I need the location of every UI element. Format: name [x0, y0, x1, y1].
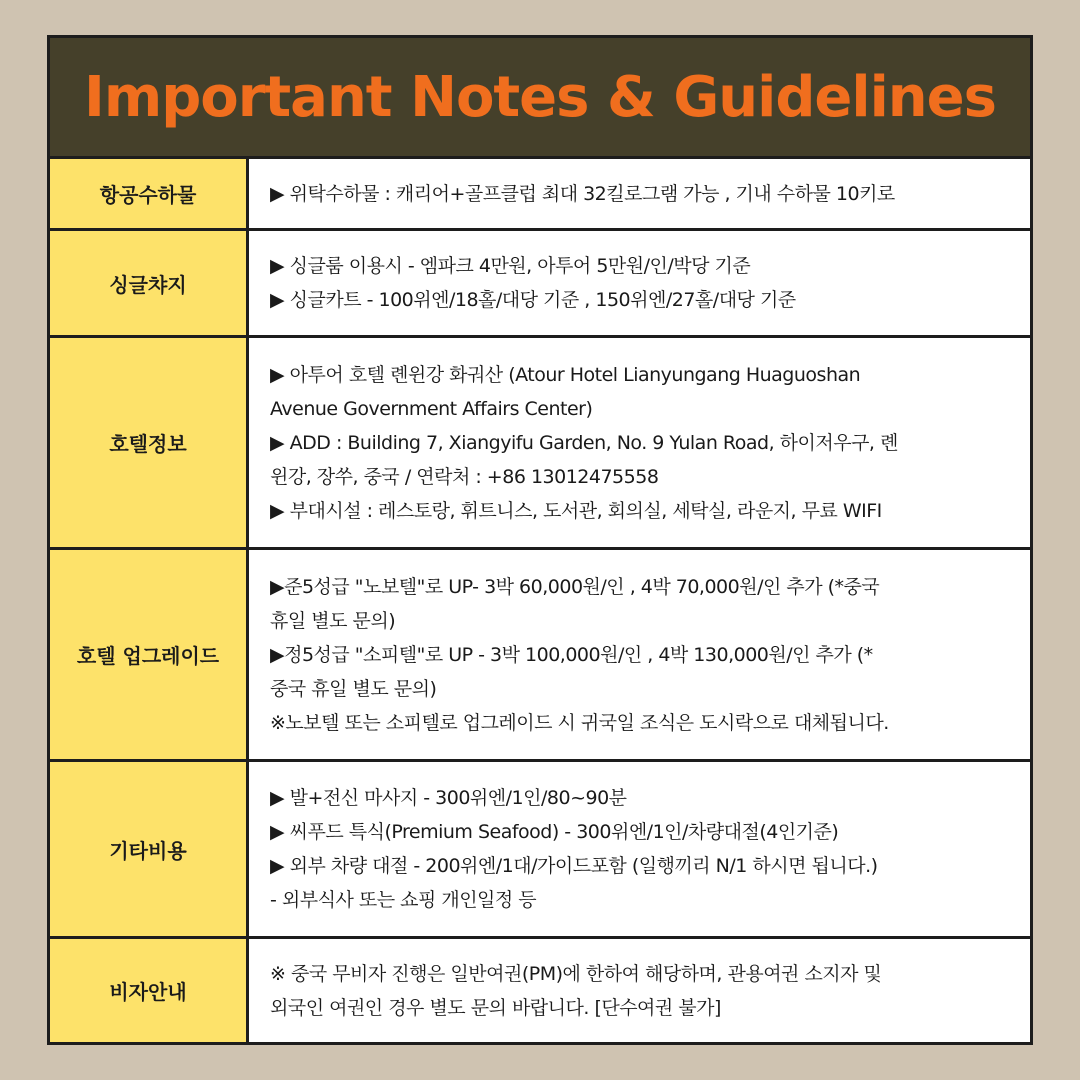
notes-table	[47, 35, 1033, 1045]
row-hotel-info	[50, 338, 1030, 550]
content-line: ▶ 부대시설 : 레스토랑, 휘트니스, 도서관, 회의실, 세탁실, 라운지, 무료 WIFI	[270, 499, 882, 522]
content-line: ▶준5성급 "노보텔"로 UP- 3박 60,000원/인 , 4박 70,000원/인 추가 (*중국	[270, 575, 880, 598]
content-line: ▶ 싱글카트 - 100위엔/18홀/대당 기준 , 150위엔/27홀/대당 기준	[270, 289, 796, 311]
row-label: 비자안내	[50, 939, 249, 1042]
content-line: ※노보텔 또는 소피텔로 업그레이드 시 귀국일 조식은 도시락으로 대체됩니다.	[270, 711, 889, 734]
row-content	[249, 762, 1030, 936]
row-hotel-upgrade	[50, 550, 1030, 762]
row-label: 호텔정보	[50, 338, 249, 547]
content-line: ▶ 외부 차량 대절 - 200위엔/1대/가이드포함 (일행끼리 N/1 하시면 됩니다.)	[270, 855, 878, 877]
content-line: Avenue Government Affairs Center)	[270, 397, 593, 420]
content-line: - 외부식사 또는 쇼핑 개인일정 등	[270, 889, 537, 911]
content-line: ※ 중국 무비자 진행은 일반여권(PM)에 한하여 해당하며, 관용여권 소지자 및	[270, 962, 882, 985]
content-line: ▶ ADD : Building 7, Xiangyifu Garden, No. 9 Yulan Road, 하이저우구, 롄	[270, 431, 898, 454]
content-line: 휴일 별도 문의)	[270, 609, 396, 632]
row-single-charge	[50, 231, 1030, 338]
row-baggage	[50, 159, 1030, 231]
row-content	[249, 231, 1030, 335]
row-content	[249, 159, 1030, 228]
row-label: 기타비용	[50, 762, 249, 936]
row-label: 싱글챠지	[50, 231, 249, 335]
content-line: ▶ 위탁수하물 : 캐리어+골프클럽 최대 32킬로그램 가능 , 기내 수하물 10키로	[270, 182, 895, 205]
content-line: ▶ 발+전신 마사지 - 300위엔/1인/80~90분	[270, 787, 627, 809]
row-label: 호텔 업그레이드	[50, 550, 249, 759]
row-content	[249, 550, 1030, 759]
row-content	[249, 939, 1030, 1042]
content-line: ▶ 씨푸드 특식(Premium Seafood) - 300위엔/1인/차량대절(4인기준)	[270, 821, 839, 843]
content-line: 외국인 여권인 경우 별도 문의 바랍니다. [단수여권 불가]	[270, 996, 721, 1019]
content-line: ▶ 아투어 호텔 롄윈강 화궈산 (Atour Hotel Lianyungang Huaguoshan	[270, 363, 861, 386]
header-bar	[50, 38, 1030, 159]
content-line: ▶ 싱글룸 이용시 - 엠파크 4만원, 아투어 5만원/인/박당 기준	[270, 255, 751, 277]
row-content	[249, 338, 1030, 547]
row-label: 항공수하물	[50, 159, 249, 228]
row-other-costs	[50, 762, 1030, 939]
row-visa-info	[50, 939, 1030, 1042]
content-line: ▶정5성급 "소피텔"로 UP - 3박 100,000원/인 , 4박 130,000원/인 추가 (*	[270, 643, 873, 666]
page-title: Important Notes & Guidelines	[84, 64, 996, 130]
content-line: 중국 휴일 별도 문의)	[270, 677, 437, 700]
content-line: 윈강, 장쑤, 중국 / 연락처 : +86 13012475558	[270, 465, 659, 488]
